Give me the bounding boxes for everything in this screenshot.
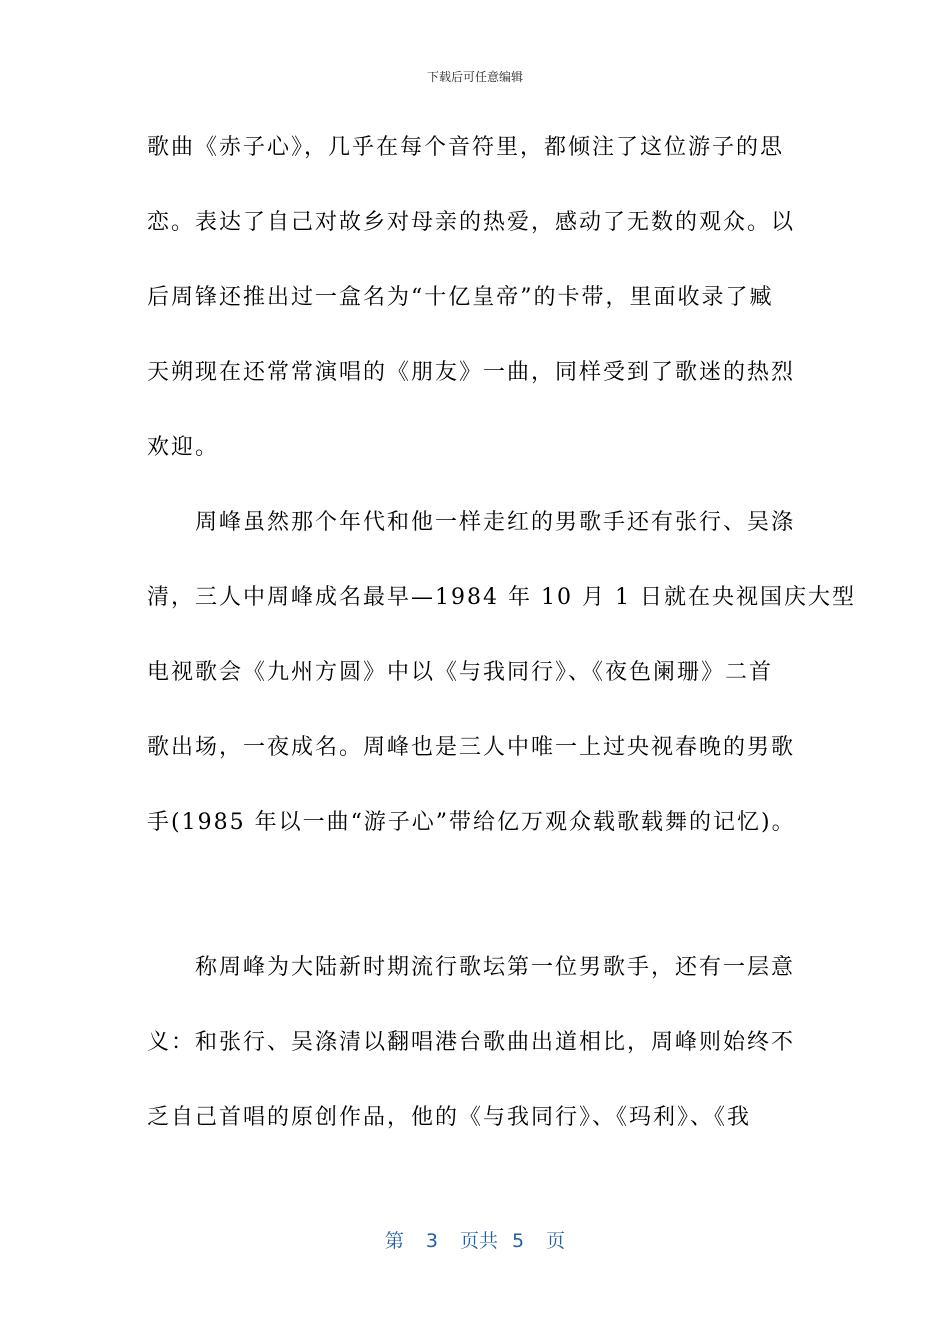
footer-prefix: 第 — [384, 1230, 404, 1252]
text-line: 歌出场，一夜成名。周峰也是三人中唯一上过央视春晚的男歌 — [147, 735, 796, 760]
text-line: 清，三人中周峰成名最早—1984 年 10 月 1 日就在央视国庆大型 — [147, 585, 856, 610]
paragraph-2 — [147, 485, 856, 860]
text-line: 电视歌会《九州方圆》中以《与我同行》、《夜色阑珊》二首 — [147, 660, 774, 685]
page-header-note: 下载后可任意编辑 — [426, 70, 523, 84]
text-line: 恋。表达了自己对故乡对母亲的热爱，感动了无数的观众。以 — [147, 210, 796, 235]
text-line: 欢迎。 — [147, 435, 220, 460]
text-line: 天朔现在还常常演唱的《朋友》一曲，同样受到了歌迷的热烈 — [147, 360, 796, 385]
text-line: 后周锋还推出过一盒名为“十亿皇帝”的卡带，里面收录了臧 — [147, 285, 774, 310]
paragraph-3 — [147, 930, 803, 1155]
text-line: 周峰虽然那个年代和他一样走红的男歌手还有张行、吴涤 — [195, 510, 796, 535]
footer-total-pages: 5 — [512, 1230, 525, 1252]
text-line: 义：和张行、吴涤清以翻唱港台歌曲出道相比，周峰则始终不 — [147, 1030, 796, 1055]
text-line: 歌曲《赤子心》，几乎在每个音符里，都倾注了这位游子的思 — [147, 135, 785, 160]
footer-current-page: 3 — [425, 1230, 438, 1252]
paragraph-1 — [147, 110, 803, 485]
page-footer — [0, 1226, 950, 1253]
text-line: 手(1985 年以一曲“游子心”带给亿万观众载歌载舞的记忆)。 — [147, 810, 796, 835]
footer-middle: 页共 — [459, 1230, 498, 1252]
text-line: 乏自己首唱的原创作品，他的《与我同行》、《玛利》、《我 — [147, 1105, 752, 1130]
footer-suffix: 页 — [546, 1230, 566, 1252]
text-line: 称周峰为大陆新时期流行歌坛第一位男歌手，还有一层意 — [195, 955, 796, 980]
